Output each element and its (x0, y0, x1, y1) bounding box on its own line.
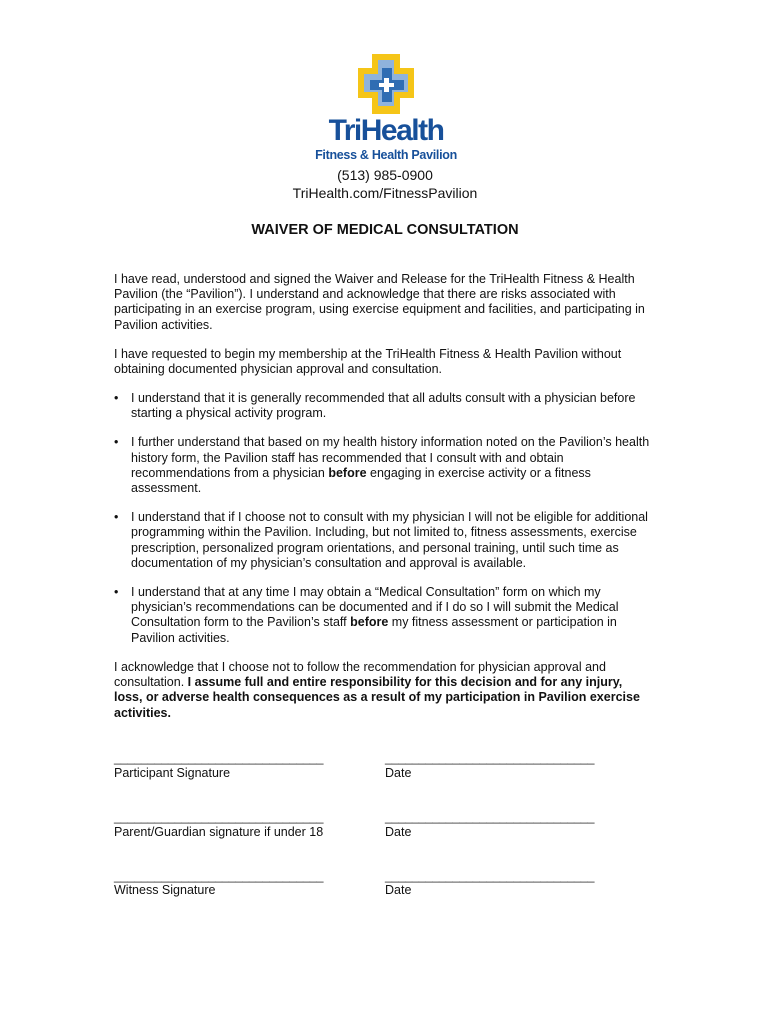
list-item (114, 585, 654, 646)
ack-text: I acknowledge that I choose not to follow the recommendation for physician approval and consultation. (114, 660, 606, 690)
bullet-text: I understand that at any time I may obtain a “Medical Consultation” form on which my physician’s recommendations can be documented and if I do so I will submit the Medical Consultation form to the Pavilion’s staff (131, 585, 619, 630)
bullet-emphasis: before (350, 615, 389, 630)
bullet-text: my fitness assessment or participation in Pavilion activities. (131, 615, 617, 645)
bullet-icon: • (114, 510, 119, 525)
witness-signature-line[interactable]: _______________________________ (114, 869, 324, 883)
acknowledgement-list (114, 391, 654, 646)
list-item (114, 435, 654, 496)
bullet-text: I further understand that based on my health history information noted on the Pavilion’s health history form, the Pavilion staff has recommended that I consult with and obtain recommendations from a physician (131, 435, 650, 480)
logo-name: TriHealth (328, 114, 444, 147)
acknowledgement-paragraph (114, 660, 654, 721)
logo-subtitle: Fitness & Health Pavilion (315, 148, 457, 162)
witness-date-label: Date (385, 883, 412, 897)
participant-date-line[interactable]: _______________________________ (385, 751, 595, 765)
guardian-date-label: Date (385, 825, 412, 839)
bullet-icon: • (114, 391, 119, 405)
bullet-emphasis: before (328, 465, 367, 480)
list-item (114, 510, 654, 571)
website-url: TriHealth.com/FitnessPavilion (292, 185, 478, 201)
participant-signature-label: Participant Signature (114, 766, 231, 780)
trihealth-logo (306, 54, 466, 162)
bullet-text: I understand that if I choose not to consult with my physician I will not be eligible for additional programming within the Pavilion. Including, but not limited to, fitness assessments, exercise prescription, personalized program orientations, and personal training, until such time as documentation of my physician’s consultation and approval is available. (131, 510, 648, 570)
witness-date-line[interactable]: _______________________________ (385, 869, 595, 883)
guardian-signature-label: Parent/Guardian signature if under 18 (114, 825, 324, 839)
phone-number: (513) 985-0900 (337, 167, 433, 183)
document-title: WAIVER OF MEDICAL CONSULTATION (251, 222, 519, 238)
list-item (114, 391, 654, 421)
participant-signature-line[interactable]: _______________________________ (114, 751, 324, 765)
bullet-text: I understand that it is generally recommended that all adults consult with a physician before starting a physical activity program. (131, 391, 636, 421)
bullet-text: engaging in exercise activity or a fitness assessment. (131, 465, 591, 496)
membership-paragraph: I have requested to begin my membership at the TriHealth Fitness & Health Pavilion without obtaining documented physician approval and consultation. (114, 347, 622, 377)
intro-paragraph: I have read, understood and signed the Waiver and Release for the TriHealth Fitness & Health Pavilion (the “Pavilion”). I understand and acknowledge that there are risks associated with participating in an exercise program, using exercise equipment and facilities, and participating in Pavilion activities. (114, 272, 645, 332)
bullet-icon: • (114, 435, 119, 450)
participant-date-label: Date (385, 766, 412, 780)
bullet-icon: • (114, 585, 119, 600)
witness-signature-label: Witness Signature (114, 883, 216, 897)
guardian-signature-line[interactable]: _______________________________ (114, 810, 324, 824)
guardian-date-line[interactable]: _______________________________ (385, 810, 595, 824)
ack-emphasis: I assume full and entire responsibility for this decision and for any injury, loss, or adverse health consequences as a result of my participation in Pavilion exercise activities. (114, 675, 640, 720)
cross-logo-icon (358, 54, 414, 114)
